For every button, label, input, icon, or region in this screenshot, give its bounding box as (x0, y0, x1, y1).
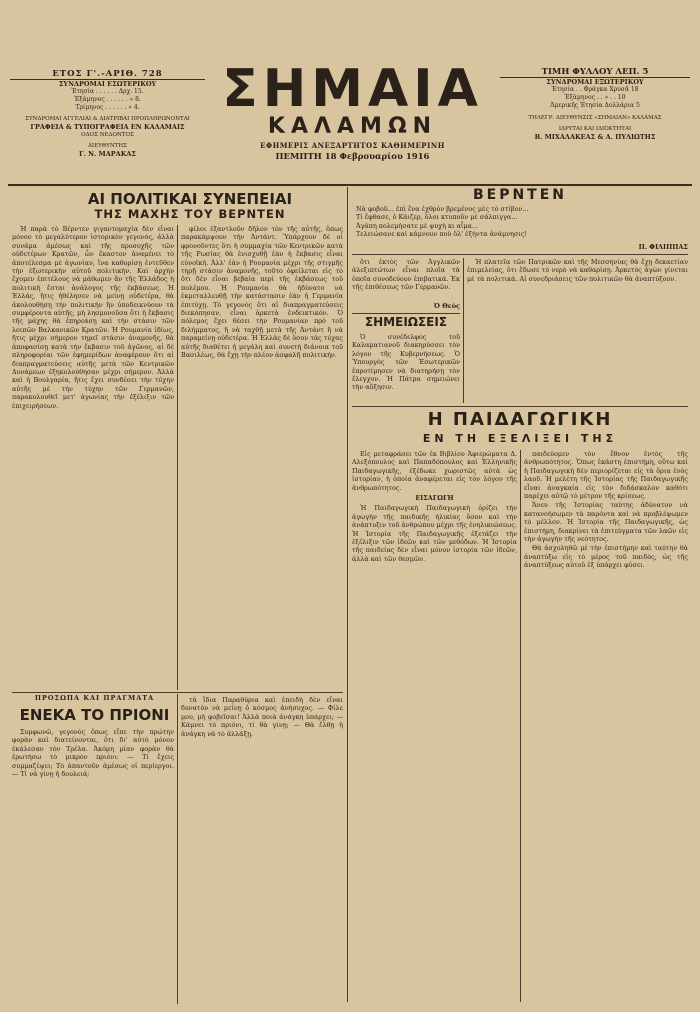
column-divider (520, 450, 521, 1002)
founders-label: ΙΔΡΥΤΑΙ ΚΑΙ ΙΔΙΟΚΤΗΤΑΙ (558, 126, 632, 132)
masthead-right (500, 68, 690, 141)
masthead-left (10, 70, 205, 158)
notes-rule (352, 313, 460, 314)
article3-col2-text: παιδεύομεν τὸν ἔθνον ἐντὸς τῆς ἀνθρωπότητος. Ὅπως ἑκάστη ἐπιστήμη, οὕτω καὶ ἡ Παιδαγωγικὴ δὲν περιορίζεται εἰς τὰ ὅρια ἑνὸς λαοῦ. Ἡ μελέτη τῆς Ἱστορίας τῆς Παιδαγωγικῆς εἶναι ἀναγκαία εἰς τὸν διδάσκαλον καθότι παρέχει αὐτῷ τὸ μέτρον τῆς κρίσεως. (524, 450, 688, 501)
article2-col1-text: Συμφωνῶ, γεγονὸς ὅπως εἶπε τὴν πρώτην φορὰν καὶ διατείνονται, ὅτι δι' αὐτὸ μόνον ἐκάλεσαν τὸν Τρέλα. Ἀκόμη μίαν φορὰν θὰ ἐρωτήσω τὸ μικρὸν πριόνι: — Τί ἔχεις συμμαζέψει; Τὸ ἀπαντοῦν ἀμέσως οἱ περίεργοι. — Τί νὰ γίνῃ ἡ δουλειά; (12, 728, 174, 779)
poem-author: Π. ΦΙΛΙΠΠΑΣ (638, 243, 688, 251)
founders-names: Β. ΜΙΧΑΛΑΚΕΑΣ & Α. ΠΥΛΙΩΤΗΣ (534, 133, 656, 141)
section-rule (12, 692, 343, 693)
article2-column2 (181, 696, 343, 1004)
poem-line: Νὰ φοβοῦ... ἐπὶ ἔνα ἐχθρὸν βρεμένος μὲς τὸ στίβον... (356, 205, 529, 213)
newspaper-title: ΣΗΜΑΙΑ (222, 59, 483, 119)
masthead-title-block (205, 59, 500, 162)
snippet-text: ὅτι ἐκτὸς τῶν Ἀγγλικῶν ἀλεξιπτώτων εἶναι πλοῖα τὰ ὁποῖα συνοδεύουν ἐπιβατικά. Ἐκ τῆς ἐπιθέσεως τῶν Γερμανῶν. (352, 258, 460, 292)
masthead-rule (8, 184, 692, 186)
rate-line: Τρίμηνος . . . . . . » 4. (75, 104, 140, 111)
notes-right-column (467, 258, 688, 403)
rate-line: Ἑξάμηνος . . » . . 10 (564, 94, 626, 101)
article3-col1-text: Εἰς μεταφράσει τῶν ἐκ Βιβλίου Ἀφιερώματα Δ. Αλεξόπουλος καὶ Παπαδόπουλος καὶ Ἑλληνικῆς Παιδαγωγικῆς, ἐξέδωκε χωριστῶς αὐτὰ ὡς ἱστορίαν, ἡ ὁποία ἀναφέρεται εἰς τὸν λόγον τῆς ἀνθρωπότητος. (352, 450, 517, 492)
poem-line: Τί ἔφθασε, ὁ Κάιζερ, ὅλοι κτυποῦν μὲ σάλπιγγα... (356, 213, 518, 222)
telegraph-address: ΤΗΛΕΓΡ. ΔΙΕΥΘΥΝΣΙΣ «ΣΗΜΑΙΑΝ» ΚΑΛΑΜΑΣ (528, 115, 662, 121)
snippet-column (352, 258, 460, 303)
street-label: ΟΔΟΣ ΝΕΔΟΝΤΟΣ (81, 132, 134, 138)
domestic-rates (10, 88, 205, 112)
article1-title: ΑΙ ΠΟΛΙΤΙΚΑΙ ΣΥΝΕΠΕΙΑΙ (87, 190, 293, 208)
notes-right-text: Ἡ πλατεῖα τῶν Πατρικῶν καὶ τῆς Μεσσηνίας θὰ ἔχῃ δεκαετίαν ἐπιμελείας, ὅτι ἔδωσε τὸ νερὸ νὰ καθαρίσῃ. Ἀρκετὸς ἀγὼν γίνεται μὲ τὰ πολιτικά. Αἱ συνεδριάσεις τῶν πολιτικῶν θὰ ἀναπτύξουν. (467, 258, 688, 283)
article3-title: Η ΠΑΙΔΑΓΩΓΙΚΗ (427, 409, 613, 430)
snippet-signature: Ὁ Θεὸς (433, 302, 460, 310)
poem-title: ΒΕΡΝΤΕΝ (472, 187, 568, 203)
newspaper-tagline: ΕΦΗΜΕΡΙΣ ΑΝΕΞΑΡΤΗΤΟΣ ΚΑΘΗΜΕΡΙΝΗ (260, 141, 445, 150)
poem-line: Ἀγάπη πολεμήσατε μὲ ψυχὴ κι αἷμα... (356, 221, 478, 230)
notes-title: ΣΗΜΕΙΩΣΕΙΣ (364, 315, 448, 329)
notes-text: Ὁ συνέδελφος τοῦ Καλαματιανοῦ διακηρύσσει τὸν λόγον τῆς Κυβερνήσεως. Ὁ Ὑπουργὸς τῶν Ἐσωτερικῶν ἐπροτίμησεν νὰ διατηρήσῃ τὸν ἔλεγχον. Ἡ Πάτρα σημειώνει τὴν αὔξησιν. (352, 333, 460, 392)
article3-col2b-text: Ἄνευ τῆς Ἱστορίας ταύτης ἀδύνατον νὰ κατανοήσωμεν τὰ παρόντα καὶ νὰ προβλέψωμεν τὸ μέλλον. Ἡ Ἱστορία τῆς Παιδαγωγικῆς, ὡς ἐπιστήμη, διακρίνει τὰ ἐπιτεύγματα τῶν λαῶν εἰς τὴν ἀγωγὴν τῆς νεότητος. (524, 501, 688, 544)
issue-number: ΕΤΟΣ Γ'.-ΑΡΙΘ. 728 (10, 70, 205, 80)
price-label: ΤΙΜΗ ΦΥΛΛΟΥ ΛΕΠ. 5 (500, 68, 690, 78)
article3-rule (352, 406, 688, 407)
article3-column1 (352, 450, 517, 1002)
notes-column (352, 333, 460, 403)
article1-subtitle: ΤΗΣ ΜΑΧΗΣ ΤΟΥ ΒΕΡΝΤΕΝ (94, 207, 286, 221)
rate-line: Ἑξάμηνος . . . . . . » 8. (74, 96, 141, 103)
column-divider (177, 225, 178, 690)
article2-col2-text: τὰ ἴδια Παραθύρια καὶ ἐπειδὴ δὲν εἶναι δυνατὸν νὰ μείνῃ ὁ κόσμος ἀνήσυχος. — Φίλε μου, μὴ φοβεῖσαι! Ἀλλὰ ποιὰ ἀνάγκη ὑπάρχει; — Κάμνει τὸ πριόνι, τί θὰ γίνῃ; — Θὰ ἔλθῃ ἡ ἀνάγκη νὰ τὸ ἀλλάξῃ. (181, 696, 343, 738)
issue-date: ΠΕΜΠΤΗ 18 Φεβρουαρίου 1916 (275, 152, 430, 162)
director-name: Γ. Ν. ΜΑΡΑΚΑΣ (78, 150, 137, 158)
section-label: ΠΡΟΣΩΠΑ ΚΑΙ ΠΡΑΓΜΑΤΑ (34, 694, 155, 702)
newspaper-subtitle: ΚΑΛΑΜΩΝ (267, 114, 438, 139)
page-center-divider (347, 187, 348, 1002)
article3-subtitle: ΕΝ ΤΗ ΕΞΕΛΙΞΕΙ ΤΗΣ (422, 432, 618, 445)
rate-line: Ἀμερικῆς Ἐτησία Δολλάρια 5 (550, 102, 640, 109)
poem-line: Τελειώσανε καὶ κάμνουν ποὺ ὅλ' ἐξήντα ἀνάμνησις! (356, 230, 527, 239)
article1-column1 (12, 225, 174, 690)
subscriptions-foreign-label: ΣΥΝΔΡΟΜΑΙ ΕΞΩΤΕΡΙΚΟΥ (546, 78, 644, 86)
article2-column1 (12, 728, 174, 1004)
article3-introduction-heading: ΕΙΣΑΓΩΓΗ (415, 494, 454, 503)
agencies-note: ΣΥΝΔΡΟΜΑΙ ΑΓΓΕΛΙΑΙ & ΔΙΑΤΡΙΒΑΙ ΠΡΟΠΛΗΡΩΝΟΝΤΑΙ (25, 116, 190, 122)
foreign-rates (500, 86, 690, 110)
article2-title: ΕΝΕΚΑ ΤΟ ΠΡΙΟΝΙ (19, 706, 170, 724)
rate-line: Ἐτησία . . . . . . Δρχ. 15. (71, 88, 144, 95)
article3-column2 (524, 450, 688, 1002)
article3-col1b-text: Ἡ Παιδαγωγικὴ Παιδαγωγικὴ ὁρίζει τὴν ἀγωγὴν τῆς παιδικῆς ἡλικίας ὅσον καὶ τὴν ἀνάπτυξιν τοῦ ἀνθρώπου μέχρι τῆς ἐνηλικιώσεως. Ἡ Ἱστορία τῆς Παιδαγωγικῆς ἐξετάζει τὴν ἐξέλιξιν τῶν ἰδεῶν καὶ τῶν μεθόδων. Ἡ Ἱστορία τῆς παιδείας δὲν εἶναι μόνον ἱστορία τῶν ἰδεῶν, ἀλλὰ καὶ τῶν θεσμῶν. (352, 504, 517, 563)
column-divider (177, 694, 178, 1004)
article1-column2 (181, 225, 343, 690)
article1-col1-text: Ἡ παρὰ τὸ Βέρντεν γιγαντομαχία δὲν εἶναι μόνον τὸ μεγαλύτερον ἱστορικὸν γεγονός, ἀλλὰ συνάμα ἀμέσως καὶ τῆς προσοχῆς τῶν οὐδετέρων Κρατῶν, ὧν ἕκαστον ἀναμένει τὸ ἀποτέλεσμα μὲ ἀγωνίαν, ἵνα καθορίσῃ ἐντεῦθεν τὴν ἐξωτερικὴν αὐτοῦ πολιτικήν. Καὶ ἀρχὴν ἔχομεν ἐπιτέλους νὰ μάθωμεν ἂν τῆς Ἑλλάδος ἡ πολιτικὴ ἔσται ἀνάλογος τῆς ἐκβάσεως. Ἡ Ἑλλάς, ἥτις ἠθέλησεν νὰ μείνῃ οὐδετέρα, θὰ ἀκολουθήσῃ τὴν πολιτικὴν ἣν ὑποδεικνύουν τὰ συμφέροντα αὐτῆς, μὴ λησμονοῦσα ὅτι ἡ ἔκβασις τῆς μάχης θὰ ἐπηρεάσῃ καὶ τὴν στάσιν τῶν λοιπῶν Βαλκανικῶν Κρατῶν. Ἡ Ρουμανία ἰδίως, ἥτις μέχρι σήμερον τηρεῖ στάσιν ἀναμονῆς, θὰ ἀποφασίσῃ κατὰ τὴν ἔκβασιν τοῦ ἀγῶνος, αἱ δὲ πληροφορίαι τῶν ἐφημερίδων ἀναφέρουν ὅτι αἱ διαπραγματεύσεις αὐτῆς μετὰ τῶν Κεντρικῶν Δυνάμεων ἐξηκολούθησαν μέχρι σήμερον. Ἀλλὰ καὶ ἡ Βουλγαρία, ἥτις ἔχει συνδέσει τὴν τύχην αὐτῆς μὲ τὴν τύχην τῶν Γερμανῶν, παρακολουθεῖ μετ' ἀγωνίας τὴν ἐξέλιξιν τῶν ἐπιχειρήσεων. (12, 225, 174, 410)
article1-col2-text: φίλοι ἐξαντλοῦν δῆλον τὸν τῆς αὐτῆς, ὅπως παρακάμψουν τὴν Ἀντάντ. Ὑπάρχουν δὲ οἱ φρονοῦντες ὅτι ἡ συμμαχία τῶν Κεντρικῶν κατὰ τῆς Ρωσίας θὰ ἐνισχυθῇ ἐὰν ἡ ἔκβασις εἶναι εὐνοϊκή. Ἀλλ' ἐὰν ἡ Ρουμανία μέχρι τῆς στιγμῆς τηρῇ στάσιν ἀναμονῆς, τοῦτο ὀφείλεται εἰς τὸ ὅτι δὲν εἶναι βεβαία περὶ τῆς ἐκβάσεως τοῦ πολέμου. Ἡ Ρουμανία θὰ ἠδύνατο νὰ ἐκμεταλλευθῇ τὴν κατάστασιν ἐὰν ἡ Γερμανία ἐπιτύχῃ. Τὸ γεγονὸς ὅτι αἱ διαπραγματεύσεις διεκόπησαν, εἶναι ἀρκετὰ ἐνδεικτικόν. Ὁ πόλεμος ἔχει θέσει τὴν Ρουμανίαν πρὸ τοῦ διλήμματος, ἢ νὰ ταχθῇ μετὰ τῆς Ἀντάντ ἢ νὰ παραμείνῃ οὐδετέρα. Ἡ Ἑλλὰς δὲ ὅσον τὰς τύχας αὐτῆς διαθέτει ἡ μεγάλη καὶ συνετὴ διάνοια τοῦ Βασιλέως, θὰ ἔχῃ τὴν πλέον ἀσφαλῆ πολιτικήν. (181, 225, 343, 360)
rate-line: Ἐτησία . . Φράγκα Χρυσᾶ 18 (551, 86, 639, 93)
offices-label: ΓΡΑΦΕΙΑ & ΤΥΠΟΓΡΑΦΕΙΑ ΕΝ ΚΑΛΑΜΑΙΣ (30, 123, 185, 131)
subscriptions-domestic-label: ΣΥΝΔΡΟΜΑΙ ΕΣΩΤΕΡΙΚΟΥ (58, 80, 157, 88)
director-label: ΔΙΕΥΘΥΝΤΗΣ (87, 143, 128, 149)
article3-col2c-text: Θὰ ἀσχοληθῶ μὲ τὴν ἐπιστήμην καὶ ταύτην θὰ ἀναπτύξω εἰς τὸ μέρος τοῦ παιδὸς, ὡς τῆς ἀναπτύξεως αὐτοῦ ἐξ ὑπάρχει φύσει. (524, 544, 688, 570)
column-divider (463, 258, 464, 403)
poem-rule (352, 254, 688, 255)
